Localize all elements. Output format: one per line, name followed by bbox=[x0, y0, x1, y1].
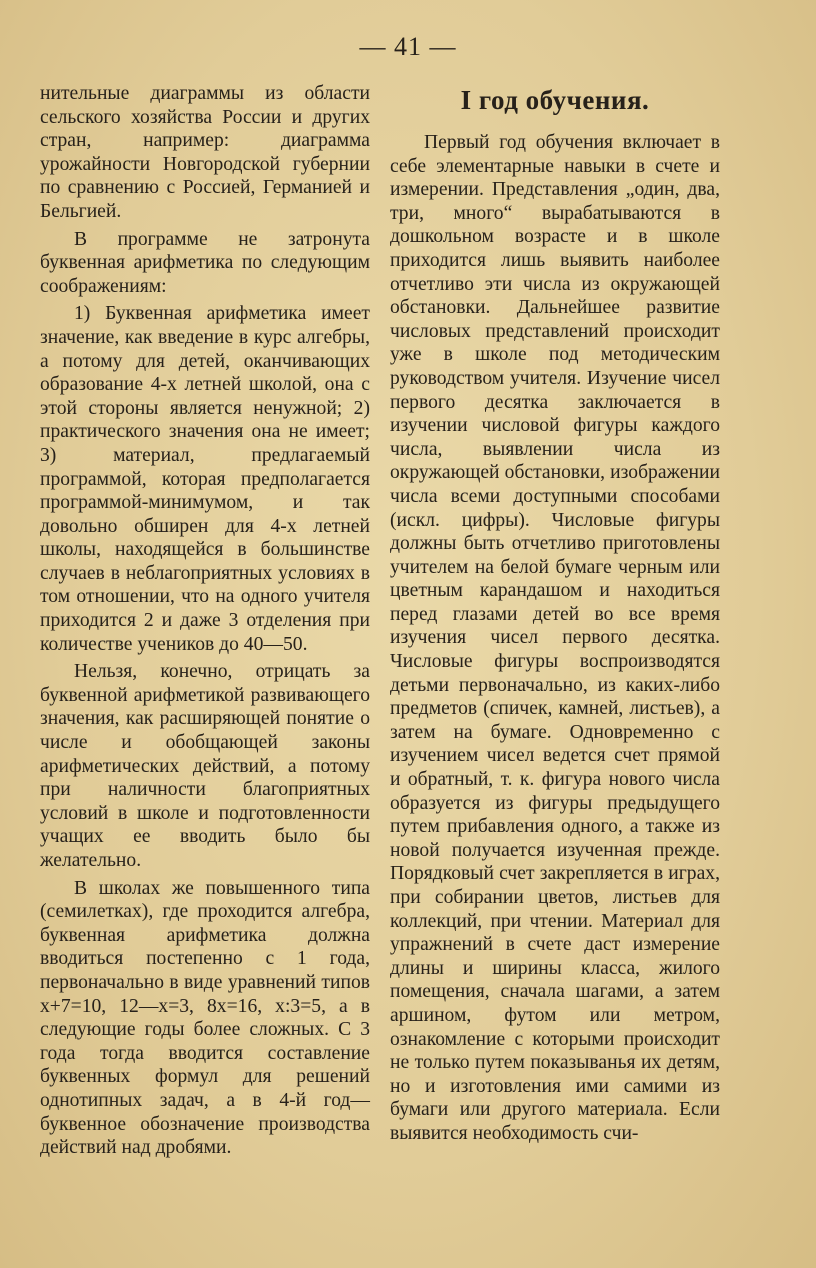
section-heading: I год обучения. bbox=[460, 85, 650, 115]
paragraph: нительные диаграммы из области сельского хозяйства России и других стран, например: диаграмма урожайности Новгородской губернии по сравнению с Россией, Германией и Бельгией. bbox=[40, 83, 370, 222]
left-column bbox=[40, 82, 370, 1160]
paragraph: В школах же повышенного типа (семилетках), где проходится алгебра, буквенная арифметика должна вводиться постепенно с 1 года, первоначально в виде уравнений типов x+7=10, 12—x=3, 8x=16, x:3=5, а в следующие годы более сложных. С 3 года тогда вводится составление буквенных формул для решений однотипных задач, а в 4-й год—буквенное обозначение производства действий над дробями. bbox=[40, 877, 370, 1159]
paragraph: 1) Буквенная арифметика имеет значение, как введение в курс алгебры, а потому для детей, оканчивающих образование 4-х летней школой, она с этой стороны является ненужной; 2) практического значения она не имеет; 3) материал, предлагаемый программой, которая предполагается программой-минимумом, и так довольно обширен для 4-х летней школы, находящейся в большинстве случаев в неблагоприятных условиях в том отношении, что на одного учителя приходится 2 и даже 3 отделения при количестве учеников до 40—50. bbox=[40, 303, 370, 655]
page-number: — 41 — bbox=[359, 32, 457, 61]
paragraph: В программе не затронута буквенная арифметика по следующим соображениям: bbox=[40, 228, 370, 297]
right-column bbox=[390, 82, 720, 1146]
paragraph: Первый год обучения включает в себе элементарные навыки в счете и измерении. Представления „один, два, три, много“ вырабатываются в дошкольном возрасте и в школе приходится лишь выявить наиболее отчетливо эти числа из окружающей обстановки. Дальнейшее развитие числовых представлений происходит уже в школе под методическим руководством учителя. Изучение чисел первого десятка заключается в изучении числовой фигуры каждого числа, выявлении числа из окружающей обстановки, изображении числа всеми доступными способами (искл. цифры). Числовые фигуры должны быть отчетливо приготовлены учителем на белой бумаге черным или цветным карандашом и находиться перед глазами детей во все время изучения чисел первого десятка. Числовые фигуры воспроизводятся детьми первоначально, из каких-либо предметов (спичек, камней, листьев), а затем на бумаге. Одновременно с изучением чисел ведется счет прямой и обратный, т. к. фигура нового числа образуется из фигуры предыдущего путем прибавления одного, а также из новой получается изученная прежде. Порядковый счет закрепляется в играх, при собирании цветов, листьев для коллекций, при чтении. Материал для упражнений в счете даст измерение длины и ширины класса, жилого помещения, сначала шагами, а затем аршином, футом или метром, ознакомление с которыми происходит не только путем показыванья их детям, но и изготовления ими самими из бумаги или другого материала. Если выявится необходимость счи- bbox=[390, 132, 720, 1144]
paragraph: Нельзя, конечно, отрицать за буквенной арифметикой развивающего значения, как расширяющей понятие о числе и обобщающей законы арифметических действий, а потому при наличности благоприятных условий в школе и подготовленности учащих ее вводить было бы желательно. bbox=[40, 661, 370, 871]
